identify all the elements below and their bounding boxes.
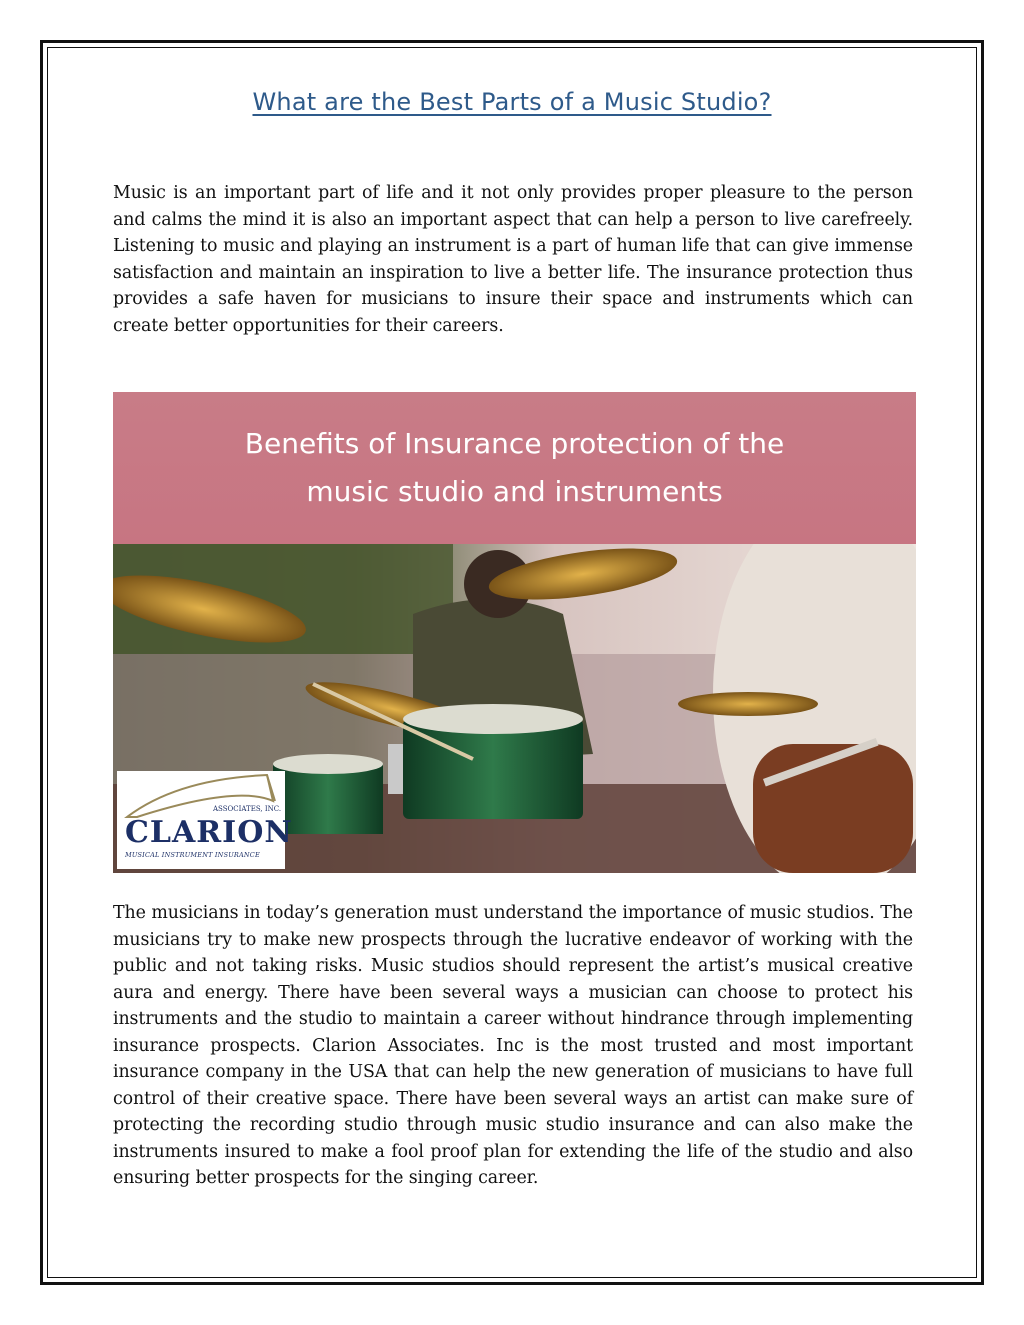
document-title: What are the Best Parts of a Music Studio? xyxy=(252,88,772,116)
logo-horn-icon xyxy=(117,771,285,821)
logo-associates: ASSOCIATES, INC. xyxy=(213,805,282,813)
image-banner xyxy=(113,392,916,544)
guitar xyxy=(753,744,913,873)
body-paragraph: The musicians in today’s generation must understand the importance of music studios. The musicians try to make new prospects through the lucrative endeavor of working with the public and not taking risks. Music studios should represent the artist’s musical creative aura and energy. There have been several ways a musician can choose to protect his instruments and the studio to maintain a career without hindrance through implementing insurance prospects. Clarion Associates. Inc is the most trusted and most important insurance company in the USA that can help the new generation of musicians to have full control of their creative space. There have been several ways an artist can make sure of protecting the recording studio through music studio insurance and can also make the instruments insured to make a fool proof plan for extending the life of the studio and also ensuring better prospects for the singing career. xyxy=(113,903,913,1188)
logo-tagline: MUSICAL INSTRUMENT INSURANCE xyxy=(125,851,260,859)
intro-paragraph: Music is an important part of life and it not only provides proper pleasure to the person and calms the mind it is also an important aspect that can help a person to live carefreely. Listening to music and playing an instrument is a part of human life that can give immense satisfaction and maintain an inspiration to live a better life. The insurance protection thus provides a safe haven for musicians to insure their space and instruments which can create better opportunities for their careers. xyxy=(113,183,913,336)
clarion-logo xyxy=(117,771,293,869)
article-image xyxy=(113,392,916,873)
cymbal-right xyxy=(678,692,818,716)
banner-text: Benefits of Insurance protection of the music studio and instruments xyxy=(244,427,785,508)
logo-name: CLARION xyxy=(125,815,293,850)
